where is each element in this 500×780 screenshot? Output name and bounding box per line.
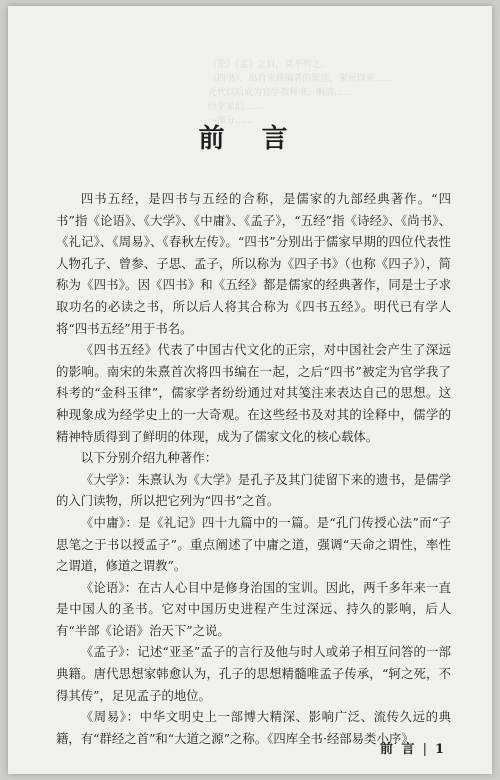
paragraph-zhouyi: 《周易》：中华文明史上一部博大精深、影响广泛、流传久远的典籍，有“群经之首”和“大道之源”之称。《四库全书·经部易类小序》 bbox=[56, 709, 451, 746]
paragraph-intro: 四书五经，是四书与五经的合称，是儒家的九部经典著作。“四书”指《论语》、《大学》、《中庸》、《孟子》，“五经”指《诗经》、《尚书》、《礼记》、《周易》、《春秋左传》。“四书”分别出于儒家早期的四位代表性人物孔子、曾参、子思、孟子，所以称为《四子书》（也称《四子》），简称为《四书》。因《四书》和《五经》都是儒家的经典著作，同是士子求取功名的必读之书，所以后人将其合称为《四书五经》。明代已有学人将“四书五经”用于书名。 bbox=[56, 191, 451, 336]
book-page bbox=[8, 6, 492, 774]
body-text bbox=[56, 188, 451, 749]
paragraph-list-intro: 以下分别介绍九种著作： bbox=[80, 450, 218, 466]
page-number: 1 bbox=[434, 742, 446, 757]
paragraph-mengzi: 《孟子》：记述“亚圣”孟子的言行及他与时人或弟子相互问答的一部典籍。唐代思想家韩愈认为，孔子的思想精髓唯孟子传承，“轲之死，不得其传”，足见孟子的地位。 bbox=[56, 644, 451, 703]
bleed-line: 《四书》，出自朱熹编著的集注，宋元以来…… bbox=[208, 74, 393, 84]
bleed-line: 经学家们…… bbox=[208, 102, 263, 112]
paragraph-influence: 《四书五经》代表了中国古代文化的正宗，对中国社会产生了深远的影响。南宋的朱熹首次将四书编在一起，之后“四书”被定为官学我了科考的“金科玉律”，儒家学者纷纷通过对其笺注来表达自己的思想。这种现象成为经学史上的一大奇观。在这些经书及对其的诠释中，儒学的精神特质得到了鲜明的体现，成为了儒家文化的核心载体。 bbox=[56, 342, 451, 444]
page-footer bbox=[380, 738, 446, 757]
page-title: 前 言 bbox=[198, 124, 302, 154]
footer-separator: | bbox=[422, 742, 429, 757]
bleed-line: 《论》《孟》之目，莫不列之。 bbox=[208, 60, 330, 70]
bleed-line: 一部分…… bbox=[208, 116, 254, 126]
paragraph-daxue: 《大学》：朱熹认为《大学》是孔子及其门徒留下来的遗书，是儒学的入门读物，所以把它列为“四书”之首。 bbox=[56, 471, 451, 509]
paragraph-zhongyong: 《中庸》：是《礼记》四十九篇中的一篇。是“孔门传授心法”而“子思笔之于书以授孟子”。重点阐述了中庸之道，强调“天命之谓性，率性之谓道，修道之谓教”。 bbox=[56, 514, 451, 574]
bleed-line: 元代以后成为官学教科书，明清…… bbox=[208, 88, 353, 98]
footer-section-label: 前 言 bbox=[380, 742, 417, 757]
paragraph-lunyu: 《论语》：在古人心目中是修身治国的宝训。因此，两千多年来一直是中国人的圣书。它对中国历史进程产生过深远、持久的影响，后人有“半部《论语》治天下”之说。 bbox=[56, 579, 451, 638]
